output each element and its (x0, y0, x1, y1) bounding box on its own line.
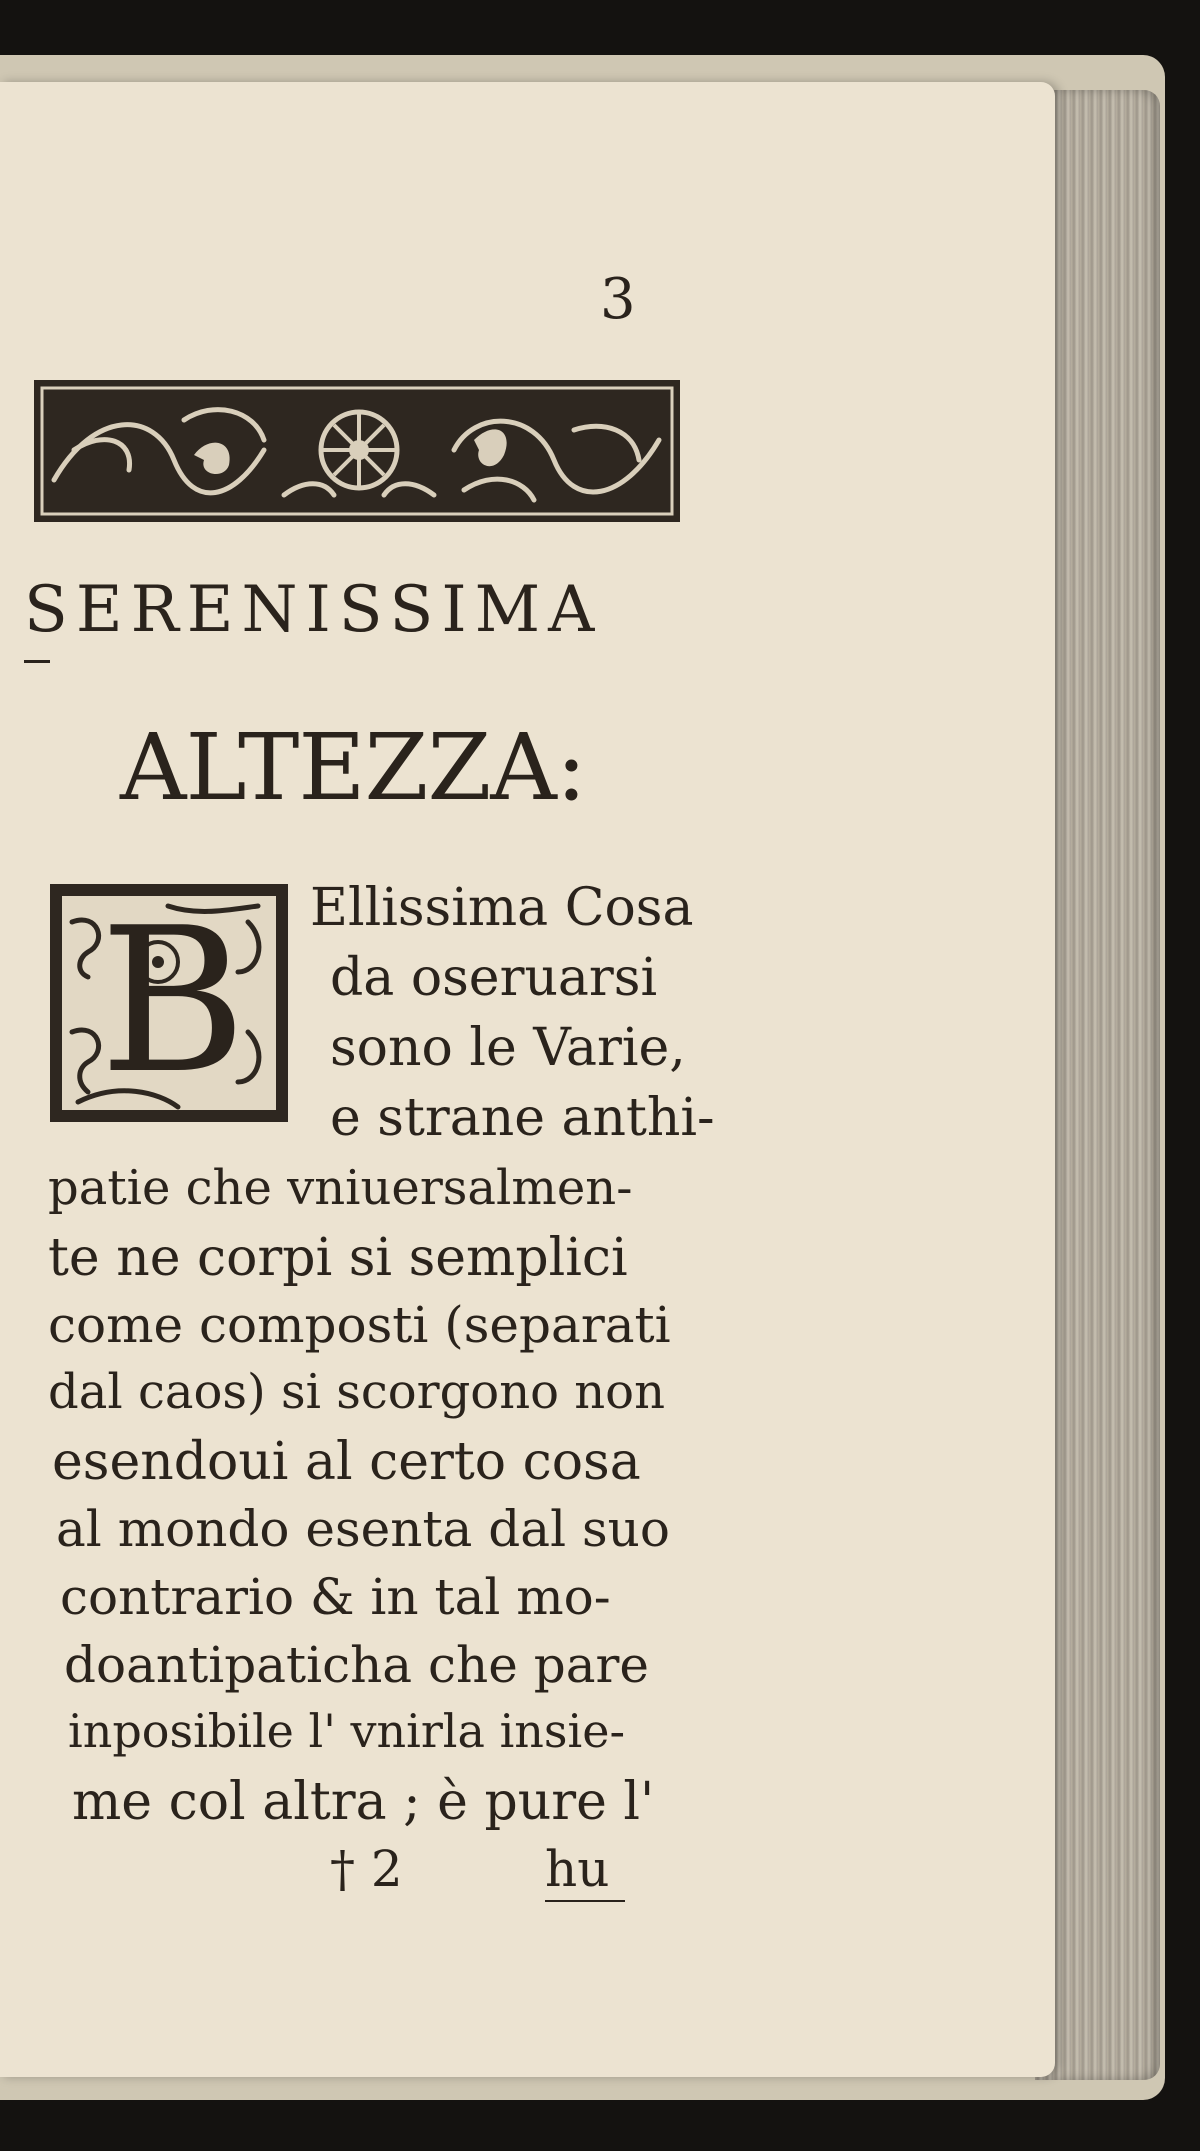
book-page (0, 82, 1055, 2077)
body-line: contrario & in tal mo- (60, 1568, 611, 1626)
page-number: 3 (600, 267, 636, 332)
catchword-underline (545, 1900, 625, 1902)
body-line: Ellissima Cosa (310, 878, 694, 938)
body-line: da oseruarsi (330, 948, 658, 1008)
body-line: me col altra ; è pure l' (72, 1772, 655, 1832)
title-line-2: ALTEZZA: (120, 714, 586, 821)
body-line: te ne corpi si semplici (48, 1228, 628, 1288)
initial-letter: B (99, 885, 247, 1118)
signature-mark: † 2 (330, 1840, 403, 1898)
body-line: dal caos) si scorgono non (48, 1364, 665, 1420)
body-line: inposibile l' vnirla insie- (68, 1704, 625, 1758)
body-line: come composti (separati (48, 1296, 671, 1354)
decorated-initial (48, 882, 290, 1124)
title-line-1: SERENISSIMA (24, 573, 603, 647)
body-line: doantipaticha che pare (64, 1636, 650, 1694)
catchword: hu (545, 1840, 610, 1898)
body-line: patie che vniuersalmen- (48, 1160, 633, 1216)
body-line: sono le Varie, (330, 1018, 686, 1078)
title-underline (24, 660, 50, 663)
body-line: e strane anthi- (330, 1088, 715, 1148)
body-line: esendoui al certo cosa (52, 1432, 641, 1492)
ornamental-headpiece-icon (34, 380, 680, 522)
body-line: al mondo esenta dal suo (56, 1500, 670, 1558)
